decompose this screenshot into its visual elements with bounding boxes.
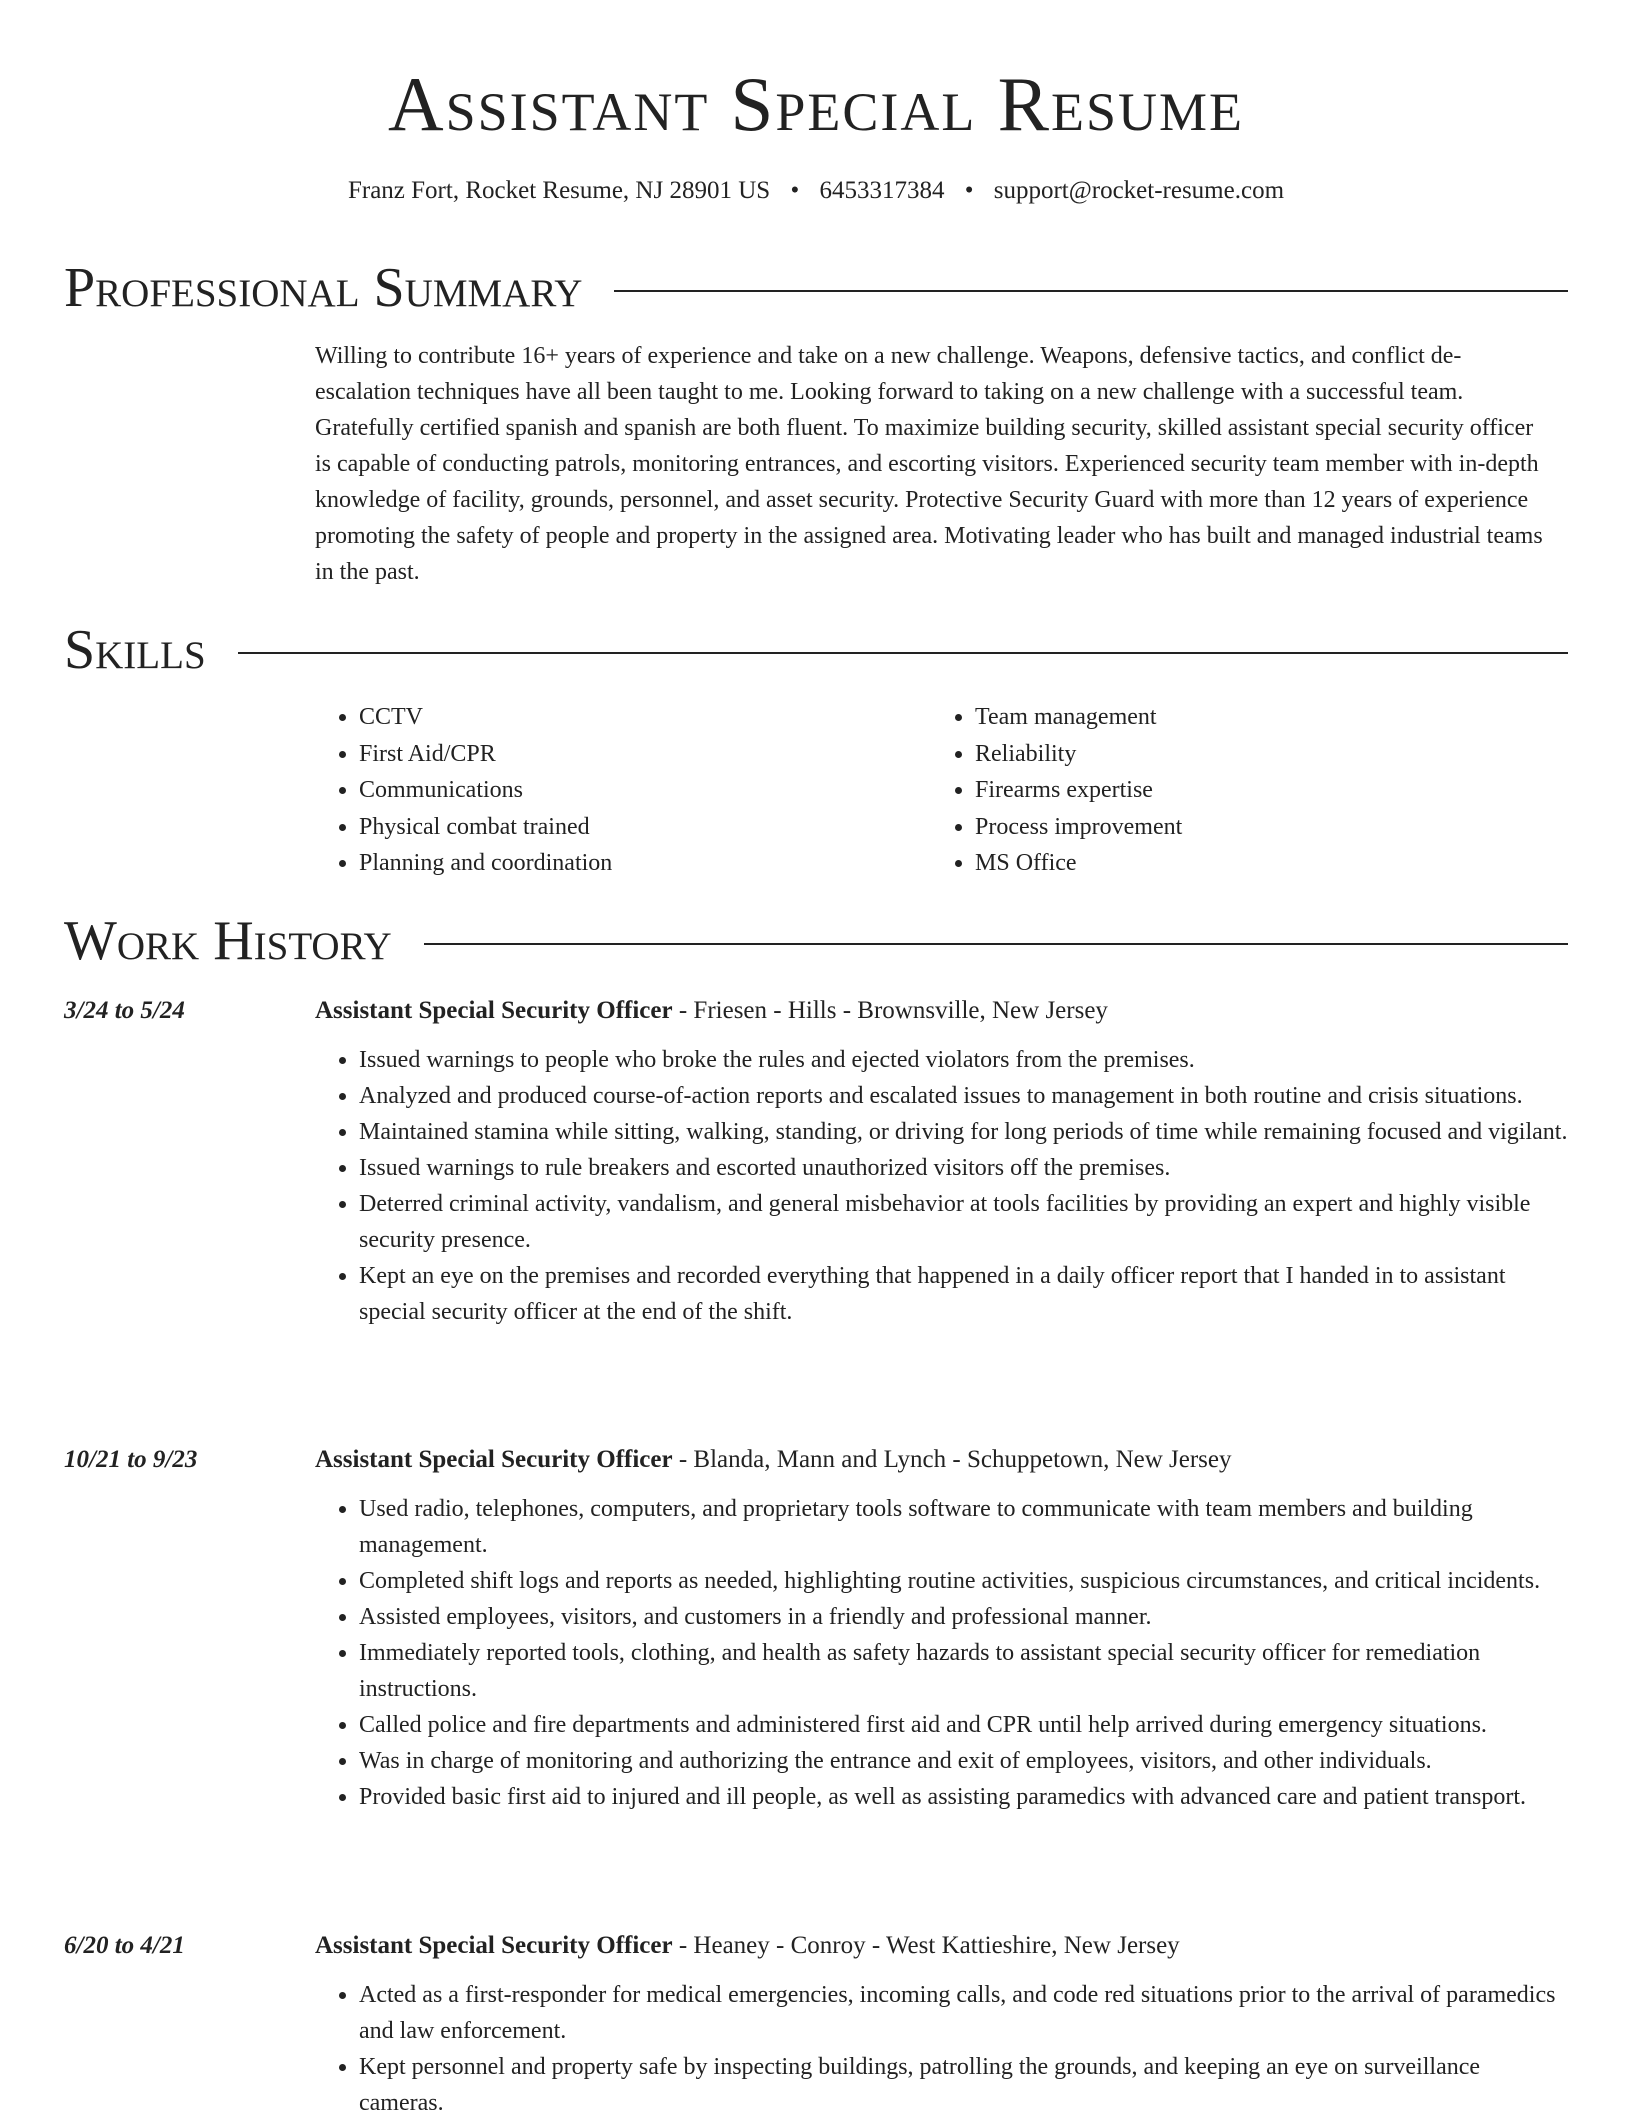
summary-section-header	[64, 256, 1568, 320]
skills-list	[315, 699, 1568, 882]
job-dates: 10/21 to 9/23	[64, 1446, 198, 1473]
duty-item: • Issued warnings to people who broke the rules and ejected violators from the premises.	[359, 1042, 1568, 1078]
contact-email: support@rocket-resume.com	[993, 177, 1285, 204]
work-section-header	[64, 909, 1568, 973]
job-title: Assistant Special Security Officer	[315, 997, 673, 1024]
skill-item: • Team management	[975, 699, 1547, 736]
contact-line	[0, 174, 1632, 208]
skills-column-right	[931, 699, 1547, 882]
section-divider	[424, 943, 1568, 945]
skills-heading: Skills	[64, 619, 206, 681]
duty-item: • Analyzed and produced course-of-action reports and escalated issues to management in both routine and crisis situations.	[359, 1078, 1568, 1114]
work-heading: Work History	[64, 910, 392, 972]
job-heading	[315, 1927, 1180, 1965]
resume-title: Assistant Special Resume	[387, 61, 1245, 147]
skill-item: • Process improvement	[975, 809, 1547, 846]
duty-item: • Maintained stamina while sitting, walking, standing, or driving for long periods of time while remaining focused and vigilant.	[359, 1114, 1568, 1150]
skill-item: • Firearms expertise	[975, 772, 1547, 809]
job-heading	[315, 992, 1108, 1030]
job-company: - Friesen - Hills - Brownsville, New Jersey	[672, 997, 1108, 1024]
job-company: - Heaney - Conroy - West Kattieshire, New Jersey	[672, 1932, 1180, 1959]
section-divider	[614, 290, 1568, 292]
skill-item: • Reliability	[975, 736, 1547, 773]
duty-item: • Kept personnel and property safe by inspecting buildings, patrolling the grounds, and keeping an eye on surveillance cameras.	[359, 2049, 1568, 2121]
skill-item: • Physical combat trained	[359, 809, 931, 846]
summary-text: Willing to contribute 16+ years of experience and take on a new challenge. Weapons, defensive tactics, and conflict de-escalation techniques have all been taught to me. Looking forward to taking on a new challenge with a successful team. Gratefully certified spanish and spanish are both fluent. To maximize building security, skilled assistant special security officer is capable of conducting patrols, monitoring entrances, and escorting visitors. Experienced security team member with in-depth knowledge of facility, grounds, personnel, and asset security. Protective Security Guard with more than 12 years of experience promoting the safety of people and property in the assigned area. Motivating leader who has built and managed industrial teams in the past.	[315, 343, 1543, 585]
duty-item: • Acted as a first-responder for medical emergencies, incoming calls, and code red situations prior to the arrival of paramedics and law enforcement.	[359, 1977, 1568, 2049]
skill-item: • Planning and coordination	[359, 845, 931, 882]
job-duties	[315, 1042, 1568, 1330]
job-duties	[315, 1491, 1568, 1815]
job-title: Assistant Special Security Officer	[315, 1932, 673, 1959]
duty-item: • Was in charge of monitoring and authorizing the entrance and exit of employees, visitors, and other individuals.	[359, 1743, 1568, 1779]
duty-item: • Completed shift logs and reports as needed, highlighting routine activities, suspicious circumstances, and critical incidents.	[359, 1563, 1568, 1599]
duty-item: • Issued warnings to rule breakers and escorted unauthorized visitors off the premises.	[359, 1150, 1568, 1186]
skill-item: • MS Office	[975, 845, 1547, 882]
contact-phone: 6453317384	[819, 177, 945, 204]
skills-section-header	[64, 618, 1568, 682]
section-divider	[238, 652, 1568, 654]
job-duties	[315, 1977, 1568, 2121]
skill-item: • Communications	[359, 772, 931, 809]
job-dates: 6/20 to 4/21	[64, 1932, 185, 1959]
contact-address: Franz Fort, Rocket Resume, NJ 28901 US	[347, 177, 771, 204]
job-title: Assistant Special Security Officer	[315, 1446, 673, 1473]
summary-heading: Professional Summary	[64, 257, 583, 319]
skill-item: • CCTV	[359, 699, 931, 736]
duty-item: • Used radio, telephones, computers, and proprietary tools software to communicate with team members and building management.	[359, 1491, 1568, 1563]
contact-separator: •	[964, 177, 974, 204]
duty-item: • Immediately reported tools, clothing, and health as safety hazards to assistant special security officer for remediation instructions.	[359, 1635, 1568, 1707]
skills-column-left	[315, 699, 931, 882]
job-dates: 3/24 to 5/24	[64, 997, 185, 1024]
contact-separator: •	[790, 177, 800, 204]
duty-item: • Kept an eye on the premises and recorded everything that happened in a daily officer report that I handed in to assistant special security officer at the end of the shift.	[359, 1258, 1568, 1330]
duty-item: • Called police and fire departments and administered first aid and CPR until help arrived during emergency situations.	[359, 1707, 1568, 1743]
duty-item: • Assisted employees, visitors, and customers in a friendly and professional manner.	[359, 1599, 1568, 1635]
skill-item: • First Aid/CPR	[359, 736, 931, 773]
duty-item: • Deterred criminal activity, vandalism, and general misbehavior at tools facilities by providing an expert and highly visible security presence.	[359, 1186, 1568, 1258]
job-heading	[315, 1441, 1232, 1479]
job-company: - Blanda, Mann and Lynch - Schuppetown, New Jersey	[672, 1446, 1232, 1473]
duty-item: • Provided basic first aid to injured and ill people, as well as assisting paramedics with advanced care and patient transport.	[359, 1779, 1568, 1815]
